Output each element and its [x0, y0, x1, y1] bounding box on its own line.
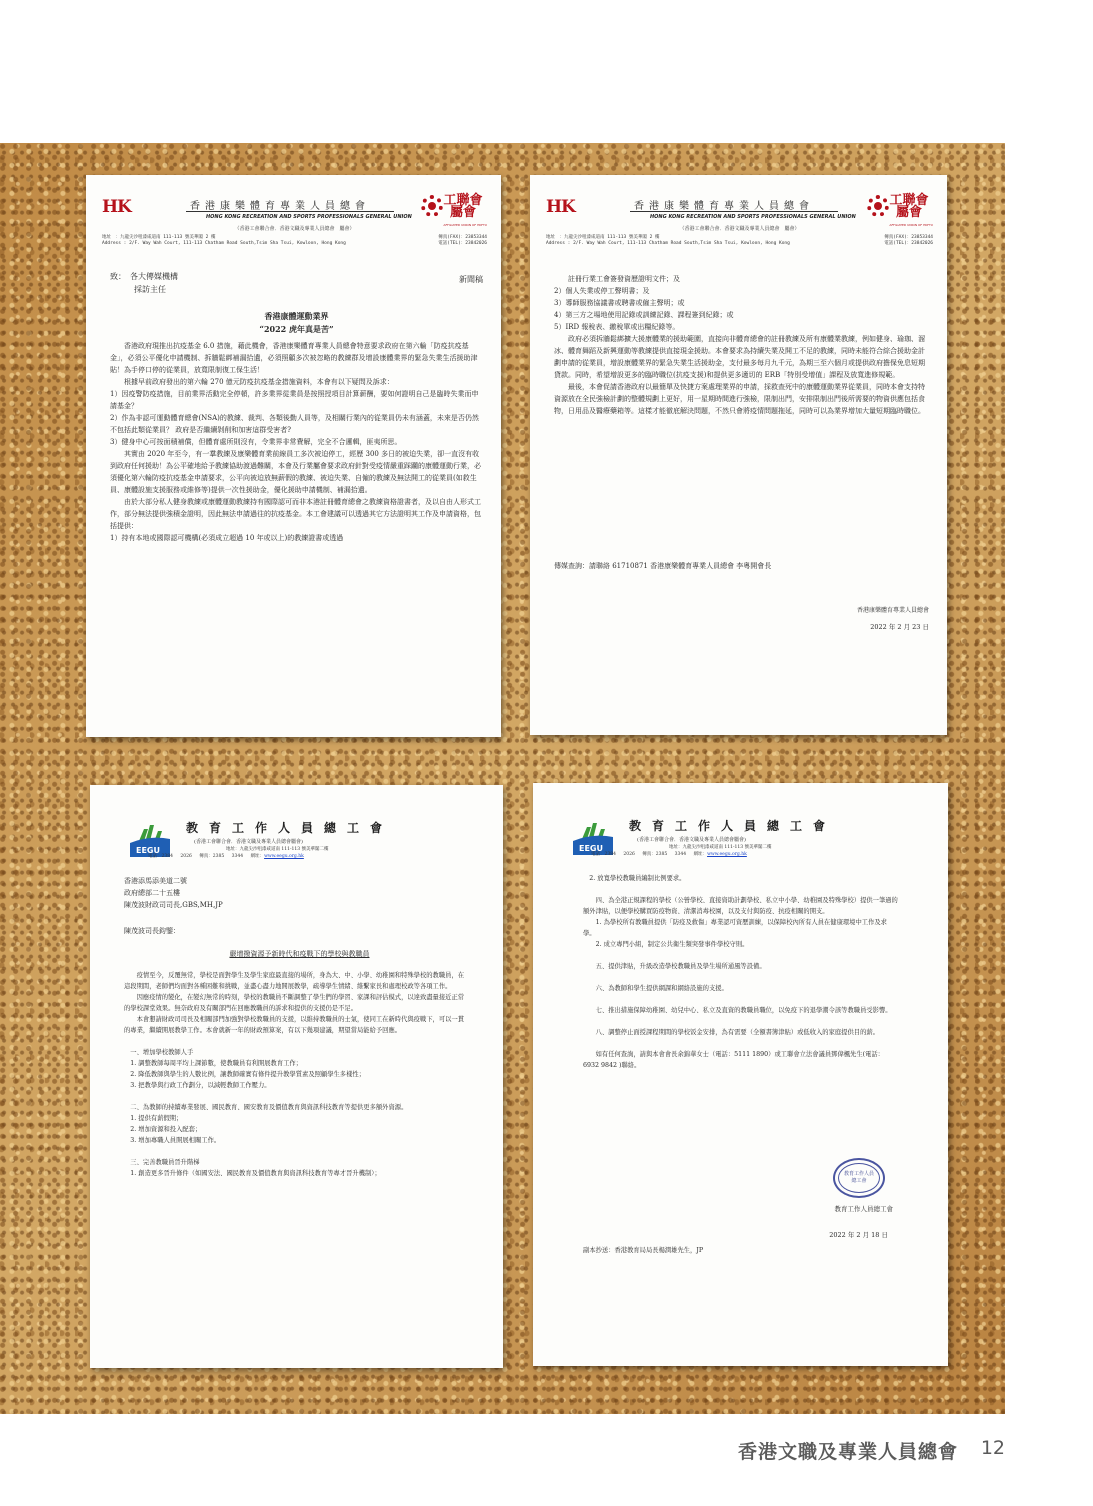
date: 2022 年 2 月 23 日 — [870, 623, 929, 631]
union-seal — [833, 1158, 885, 1198]
doc-body: 香港政府現推出抗疫基金 6.0 措施，藉此機會，香港康樂體育專業人員總會特意要求政府在第六輪「防疫抗疫基金」，必須公平優化申請機制、拆牆鬆綁補漏拾遺，必須照顧多次被忽略的教練群及增設康體業界的緊急失業生活援助津貼！為手停口停的從業員，放寬限制復工保生活！ 根據早前政府發出的第六輪 270 億元防疫抗疫基金措施資料，本會有以下疑問及訴求： 1）因疫警防疫措施，目前業界活動完全停頓，許多業界從業員是按照授項目計算薪酬，要如何證明自己是臨時失業而申請基金？ 2）作為非認可運動體育總會(NSA)的教練、裁判、各類後勤人員等，及相關行業內的從業員仍未有涵蓋，未來是否仍然不包括此類從業員？ 政府是否繼續剝削和加害這群受害者? 3）健身中心可按面積補償，但體育處所則沒有，令業界非常費解，完全不合邏輯，匪夷所思。 其實由 2020 年至今，有一羣教練及康樂體育業前線員工多次被迫停工，經歷 300 多日的被迫失業，卻一直沒有收到政府任何援助！為公平確地給予教練協助渡過難關，本會及行業屬會要求政府針對受疫情嚴重踩躪的康體運動行業，必須優化第六輪防疫抗疫基金申請要求，公平向被迫放無薪假的教練、被迫失業、自僱的教練及無法開工的從業員(如救生員、康體設施支援服務或維修等)提供一次性援助金，優化援助申請機制、補漏拾遺。 由於大部分私人健身教練或康體運動教練持有國際認可而非本港註冊體育總會之教練資格證書者，及以自由人形式工作，部分無法提供強積金證明，因此無法申請過往的抗疫基金。本工會建議可以透過其它方法證明其工作及申請資格，包括提供： 1）持有本地或國際認可機構(必須成立超過 10 年或以上)的教練證書或透過 — [110, 342, 481, 542]
hk-press-release-page-1 — [86, 175, 501, 737]
hkftu-union-name: 工聯會 屬會 — [443, 193, 483, 220]
hk-letterhead — [102, 195, 487, 257]
cc-line: 副本抄送：香港教育局局長楊潤雄先生，JP — [583, 1247, 704, 1254]
recipient: 致： 各大傳媒機構 採訪主任 — [110, 272, 178, 294]
hk-org-name-en: HONG KONG RECREATION AND SPORTS PROFESSIONALS GENERAL UNION — [206, 214, 412, 220]
signature: 教育工作人員總工會 — [834, 1205, 893, 1213]
eegu-letterhead — [130, 817, 463, 867]
recipient: 香港添馬添美道二號 政府總部二十五樓 陳茂波財政司司長,GBS,MH,JP — [124, 877, 223, 909]
union-seal-text: 教育工作人員 總工會 — [843, 1171, 874, 1184]
hk-affiliation: （香港工會聯合會．香港文職及專業人員總會 屬會） — [234, 226, 355, 232]
letterhead-rule — [186, 211, 394, 212]
salutation: 陳茂波司長鈞鑒： — [124, 927, 180, 935]
hk-contact: 傳真(FAX)：23853344 電話(TEL)：23842026 — [884, 235, 933, 246]
eegu-website-link[interactable]: www.eegu.org.hk — [707, 852, 747, 857]
eegu-letter-page-1 — [90, 785, 503, 1368]
subject: 嚴增撥資源予新時代和疫戰下的學校與教職員 — [229, 950, 370, 958]
eegu-org-name: 教育工作人員總工會 — [629, 819, 837, 833]
hk-affiliation: （香港工會聯合會．香港文職及專業人員總會 屬會） — [679, 226, 800, 232]
eegu-website-link[interactable]: www.eegu.org.hk — [264, 854, 304, 859]
page-number: 12 — [980, 1437, 1005, 1459]
doc-subtitle: “2022 虎年真是苦” — [259, 324, 334, 334]
hkftu-union-sub: AFFILIATED UNION OF HKFTU — [443, 223, 487, 227]
doc-body: 註冊行業工會簽發資歷證明文件；及 2）個人失業或停工聲明書；及 3）導師服務協議書或聘書或僱主聲明；或 4）第三方之場地使用記錄或訓練記錄、課程簽到紀錄；或 5）IRD 報稅表、繳稅單或出糧紀錄等。 政府必須拆牆鬆綁擴大援康體業的援助範圍，直接向非體育總會的註冊教練及所有康體業教練，例如健身、瑜珈、溜冰、體育舞蹈及新興運動等教練提供直接現金援助。本會要求為持續失業及開工不足的教練，同時未能符合綜合援助金計劃申請的從業員，增設康體業界的緊急失業生活援助金，支付最多每月九千元，為期三至六個月或提供政府擔保免息短期貸款。同時，希望增設更多的臨時職位(抗疫支援)和提供更多適切的 ERB「特別受增值」課程及放寬進修規範。 最後，本會促請香港政府以最簡單及快捷方案處理業界的申請，採救查死中的康體運動業界從業員，同時本會支持特資源放在全民強檢計劃的整體規劃上更好，用一星期時間進行強檢，限制出門，安排限制出門後所需要的物資供應包括食物，日用品及醫療藥箱等。這樣才能徹底解決問題，不然只會將疫情問題拖延，同時可以為業界增加大量短期臨時職位。 — [554, 275, 925, 415]
eegu-affiliation: (香港工會聯合會．香港文職及專業人員總會屬會) — [194, 839, 303, 845]
date: 2022 年 2 月 18 日 — [829, 1231, 888, 1239]
eegu-address: 地址：九龍尖沙咀漆咸道南 111-113 號美華閣二樓 — [226, 847, 329, 852]
footer-publisher: 香港文職及專業人員總會 — [737, 1441, 958, 1463]
eegu-address: 地址：九龍尖沙咀漆咸道南 111-113 號美華閣二樓 — [669, 845, 772, 850]
media-contact: 傳媒查詢：請聯絡 61710871 香港康樂體育專業人員總會 李粵開會長 — [554, 562, 772, 570]
hk-contact: 傳真(FAX)：23853344 電話(TEL)：23842026 — [438, 235, 487, 246]
eegu-fax: 傳真：2385 3344 — [199, 854, 244, 859]
hkftu-gear-icon — [421, 195, 443, 217]
hk-union-logo: HK — [102, 197, 131, 217]
eegu-logo-icon — [130, 817, 170, 857]
doc-body: 2. 放寬學校教職員編制比例要求。 四、為全港正規課程的學校（公營學校、直接資助計劃學校、私立中小學、幼稚園及特殊學校）提供一筆過的額外津貼，以便學校購買防疫物資、清潔消毒校園，以及支付與防疫、抗疫相關的開支。 1. 為學校所有教職員提供「防疫及救傷」專業認可資歷訓練，以保障校內所有人員在健康環境中工作及求學。 2. 成立專門小組，制定公共衛生類突發事件學校守則。 五、提供津貼，升級改造學校教職員及學生場所通風等設備。 六、為教師和學生提供網課和網絡設施的支援。 七、推出措施保障幼稚園、幼兒中心、私立及直資的教職員職位，以免疫下的退學潮令該等教職員受影響。 八、調整停止面授課程期間的學校饭金安排，為有需要（全額書簿津貼）或低收入的家庭提供目的薪。 如有任何查詢，請與本會會長余錦華女士（電話：5111 1890）或工聯會立法會議員鄧偉楓先生(電話：6932 9842 )聯絡。 — [583, 875, 898, 1069]
svg-text:EEGU: EEGU — [136, 846, 160, 855]
eegu-letterhead — [573, 815, 908, 865]
hk-address: 地址 ：九龍尖沙咀漆咸道南 111-113 號美華閣 2 樓 Address : 2/F. Way Wah Court, 111-113 Chatham Road South,Tsim Sha Tsui, Kowloon, Hong Kong — [546, 235, 790, 246]
hk-address: 地址 ：九龍尖沙咀漆咸道南 111-113 號美華閣 2 樓 Address : 2/F. Way Wah Court, 111-113 Chatham Road South,Tsim Sha Tsui, Kowloon, Hong Kong — [102, 235, 346, 246]
eegu-phone: 電話：2384 2026 — [591, 852, 635, 857]
svg-text:EEGU: EEGU — [579, 844, 603, 853]
eegu-logo-icon — [573, 815, 613, 855]
hk-press-release-page-2 — [530, 175, 947, 735]
eegu-web-label: 網址： — [250, 854, 265, 859]
hk-org-name: 香港康樂體育專業人員總會 — [190, 201, 370, 212]
eegu-letter-page-2 — [533, 783, 948, 1366]
hk-org-name-en: HONG KONG RECREATION AND SPORTS PROFESSIONALS GENERAL UNION — [650, 214, 856, 220]
eegu-phone: 電話：2384 2026 — [148, 854, 192, 859]
document-type: 新聞稿 — [459, 275, 483, 284]
signature: 香港康樂體育專業人員總會 — [856, 607, 929, 614]
doc-body: 疫情至今，反覆無常，學校是面對學生及學生家庭最直接的場所，身為大、中、小學、幼稚園和特殊學校的教職員，在這段期間，老師們均面對各種困難和挑戰，並盡心盡力地開展教學，疏導學生情緒、維繫家長和處理校政等各項工作。 因應疫情的變化，在變幻無常的時刻，學校的教職員不斷調整了學生們的學習、家課和評估模式，以達致盡量接近正常的學校課堂效果。無奈政府及有關部門在回應教職員的訴求和提供的支援仍是不足。 本會懇請財政司司長及相關部門加強對學校教職員的支援，以維持教職員的士氣，使同工在新時代與疫戰下，可以一貫的專業，繼續開展教學工作。本會就新一年的財政預算案，有以下幾項建議，期望當局能給予回應。 一、增加學校教師人手 1. 調整教師每周平均上課節數，使教職員有利開展教育工作； 2. 降低教師與學生的人數比例，讓教師確實有條件提升教學質素及照顧學生多樣性； 3. 把教學與行政工作劃分，以減輕教師工作壓力。 二、為教師的持續專業發展、國民教育、國安教育及價值教育與資訊科技教育等提供更多額外資源。 1. 提供有薪假期； 2. 增加資源和投入配套； 3. 增加專職人員開展相關工作。 三、完善教職員晉升階梯 1. 創造更多晉升條件（如國安法、國民教育及價值教育與資訊科技教育等專才晉升機制）； — [124, 972, 465, 1177]
doc-title: 香港康體運動業界 — [264, 311, 329, 321]
hkftu-union-name: 工聯會 屬會 — [889, 193, 929, 220]
hk-org-name: 香港康樂體育專業人員總會 — [634, 201, 814, 212]
eegu-affiliation: (香港工會聯合會．香港文職及專業人員總會屬會) — [637, 837, 746, 843]
hkftu-union-sub: AFFILIATED UNION OF HKFTU — [889, 223, 933, 227]
hk-letterhead — [546, 195, 933, 257]
hk-union-logo: HK — [546, 197, 575, 217]
eegu-org-name: 教育工作人員總工會 — [186, 821, 394, 835]
eegu-web-label: 網址： — [693, 852, 708, 857]
hkftu-gear-icon — [867, 195, 889, 217]
eegu-contact — [591, 851, 747, 857]
letterhead-rule — [630, 211, 838, 212]
eegu-contact — [148, 853, 304, 859]
eegu-fax: 傳真：2385 3344 — [642, 852, 687, 857]
